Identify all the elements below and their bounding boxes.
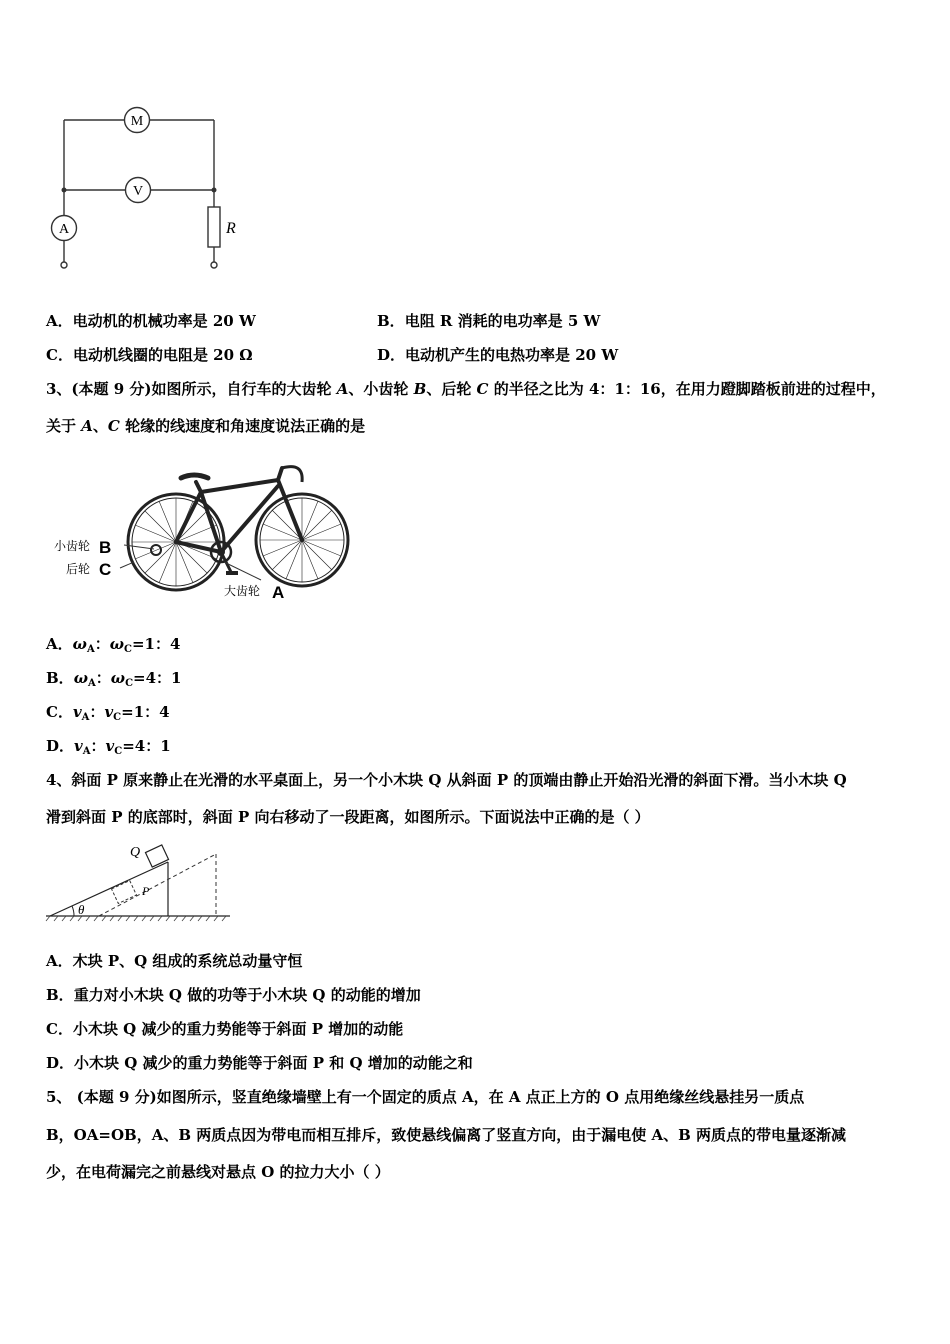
option-text: 电动机产生的电热功率是 20 W [405,346,619,364]
circuit-diagram [46,104,246,274]
q3-stem-line-2 [46,416,365,436]
option-sep: ： [94,635,110,653]
q3-option-b [46,668,181,694]
option-ratio: =1：4 [131,635,181,653]
option-sub: C [114,746,123,757]
option-sub: A [81,712,90,723]
option-sep: ： [90,737,106,755]
q3-option-a [46,634,180,660]
stem-var: A [336,380,349,398]
option-var: ω [72,635,87,653]
option-letter: D． [377,346,406,364]
angle-label: θ [78,902,85,917]
option-sub: C [125,678,134,689]
q4-option-c [46,1019,403,1039]
rear-wheel-letter: C [99,560,112,579]
q2-option-d [377,345,618,365]
option-letter: C． [46,1020,73,1038]
stem-text: 关于 [46,417,82,435]
option-letter: C． [46,703,73,721]
option-text: 小木块 Q 减少的重力势能等于斜面 P 和 Q 增加的动能之和 [74,1054,473,1072]
stem-text: 、小齿轮 [348,380,414,398]
small-gear-label: 小齿轮 [54,539,91,553]
big-gear-label: 大齿轮 [224,584,261,598]
option-var: v [72,703,82,721]
incline-label: P [142,884,150,898]
q5-stem-line-3: 少，在电荷漏完之前悬线对悬点 O 的拉力大小（ ） [46,1163,390,1181]
small-gear-letter: B [99,538,112,557]
q4-option-a [46,951,302,971]
q4-option-b [46,985,421,1005]
bicycle-figure [46,452,356,602]
q4-stem-line-1: 4、斜面 P 原来静止在光滑的水平桌面上，另一个小木块 Q 从斜面 P 的顶端由静止开始沿光滑的斜面下滑。当小木块 Q [46,771,847,789]
q5-stem-line-2: B，OA=OB，A、B 两质点因为带电而相互排斥，致使悬线偏离了竖直方向，由于漏电使 A、B 两质点的带电量逐渐减 [46,1126,846,1144]
option-text: 电动机线圈的电阻是 20 Ω [72,346,253,364]
stem-var: C [476,380,489,398]
q2-option-a [46,311,256,331]
option-letter: B． [46,669,74,687]
option-sub: C [113,712,122,723]
option-sub: A [86,644,95,655]
q3-option-d [46,736,171,762]
q4-stem-line-2: 滑到斜面 P 的底部时，斜面 P 向右移动了一段距离，如图所示。下面说法中正确的是（ ） [46,808,650,826]
option-letter: B． [377,312,405,330]
option-sep: ： [95,669,111,687]
option-letter: C． [46,346,73,364]
resistor-label: R [226,220,236,237]
option-ratio: =1：4 [121,703,170,721]
stem-text: 、 [92,417,108,435]
ammeter-symbol: A [58,222,70,237]
q2-option-c [46,345,253,365]
option-var: v [74,737,83,755]
option-sub: A [82,746,91,757]
option-ratio: =4：1 [133,669,182,687]
option-var: v [104,703,114,721]
option-var: ω [73,669,88,687]
option-letter: D． [46,737,75,755]
q3-stem-line-1 [46,379,886,399]
stem-text: 3、(本题 9 分)如图所示，自行车的大齿轮 [46,380,337,398]
option-text: 木块 P、Q 组成的系统总动量守恒 [72,952,303,970]
option-sub: C [124,644,132,655]
option-text: 重力对小木块 Q 做的功等于小木块 Q 的动能的增加 [73,986,421,1004]
option-var: ω [110,669,126,687]
incline-figure [44,838,234,923]
option-letter: D． [46,1054,75,1072]
option-var: v [105,737,115,755]
option-var: ω [109,635,125,653]
option-letter: B． [46,986,74,1004]
option-ratio: =4：1 [122,737,171,755]
stem-text: 轮缘的线速度和角速度说法正确的是 [119,417,366,435]
big-gear-letter: A [272,583,285,602]
stem-text: 、后轮 [426,380,477,398]
block-label: Q [130,845,141,860]
option-text: 电阻 R 消耗的电功率是 5 W [404,312,601,330]
option-sep: ： [89,703,105,721]
q5-stem-line-1: 5、 (本题 9 分)如图所示，竖直绝缘墙壁上有一个固定的质点 A，在 A 点正上方的 O 点用绝缘丝线悬挂另一质点 [46,1088,805,1106]
rear-wheel-label: 后轮 [66,562,91,576]
option-letter: A． [46,952,73,970]
motor-symbol: M [130,114,144,129]
option-text: 小木块 Q 减少的重力势能等于斜面 P 增加的动能 [72,1020,404,1038]
q3-option-c [46,702,170,728]
option-sub: A [87,678,96,689]
q4-option-d [46,1053,473,1073]
option-letter: A． [46,312,73,330]
voltmeter-symbol: V [132,184,144,199]
q2-option-b [377,311,600,331]
stem-var: C [107,417,120,435]
stem-var: A [81,417,93,435]
option-text: 电动机的机械功率是 20 W [72,312,256,330]
option-letter: A． [46,635,73,653]
stem-var: B [413,380,427,398]
stem-text: 的半径之比为 4：1：16，在用力蹬脚踏板前进的过程中， [488,380,886,398]
